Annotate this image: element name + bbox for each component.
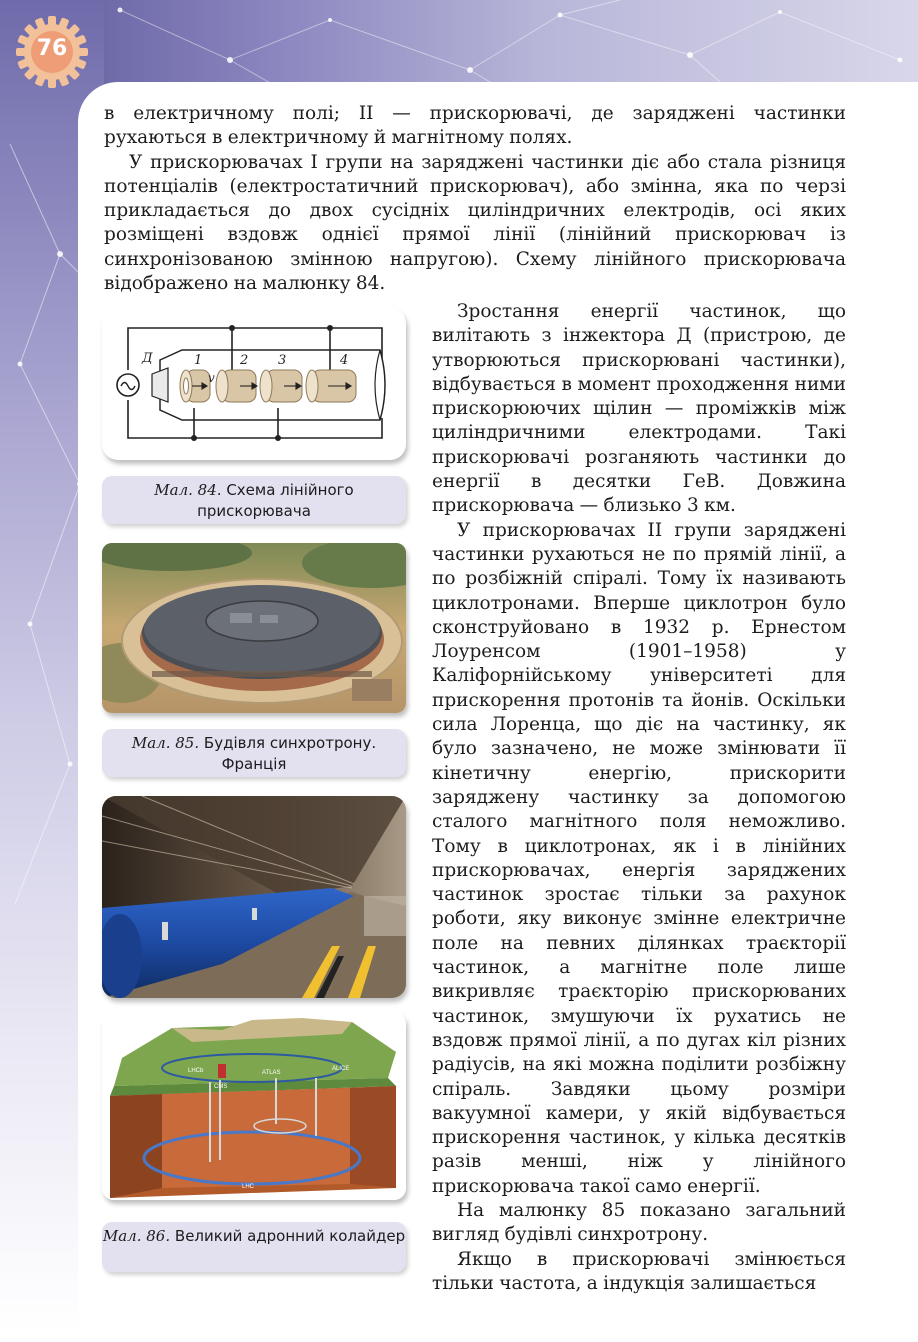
caption-text: Схема лінійного прискорювача <box>197 481 354 520</box>
constellation-decoration <box>0 0 918 104</box>
paragraph: У прискорювачах II групи заряджені частинки рухаються не по прямій лінії, а по розбіжній спіралі. Тому їх називають циклотронами. Вперше циклотрон було сконструйовано в 1932 р. Ернестом Лоуренсом (1901–1958) у Каліфорнійському університеті для прискорення протонів та йонів. Оскільки сила Лоренца, що діє на частинку, як було зазначено, не може змінювати її кінетичну енергію, прискорити заряджену частинку за допомогою сталого магнітного поля неможливо. Тому в циклотронах, як і в лінійних прискорювачах, енергія заряджених частинок зростає тільки за рахунок роботи, яку виконує змінне електричне поле на певних ділянках траєкторії частинок, а магнітне поле лише викривляє траєкторію прискорюваних частинок, змушуючи їх рухатись не вздовж прямої лінії, а по дугах кіл різних радіусів, на які можна поділити розбіжну спіраль. Завдяки цьому розміри вакуумної камери, у якій відбувається прискорення частинок, у кілька десятків разів менші, ніж у лінійного прискорювача такої само енергії. <box>432 519 846 1197</box>
figure-86-lhc-cutaway <box>102 1012 406 1200</box>
label-electrode-1: 1 <box>194 353 203 368</box>
paragraph: У прискорювачах I групи на заряджені частинки діє або стала різниця потенціалів (електростатичний прискорювач), або змінна, яка по черзі прикладається до двох сусідніх циліндричних електродів, осі яких розміщені вздовж однієї прямої лінії (лінійний прискорювач із синхронізованою змінною напругою). Схему лінійного прискорювача відображено на малюнку 84. <box>104 151 846 295</box>
caption-text: Будівля синхротрону. Франція <box>203 734 377 773</box>
paragraph: На малюнку 85 показано загальний вигляд будівлі синхротрону. <box>432 1199 846 1246</box>
map-label-alice: ALICE <box>332 1066 350 1072</box>
side-constellation-decoration <box>0 104 104 1004</box>
page-number: 76 <box>36 36 68 61</box>
paragraph: в електричному полі; II — прискорювачі, де заряджені частинки рухаються в електричному й магнітному полях. <box>104 103 846 149</box>
label-electrode-2: 2 <box>240 353 249 368</box>
label-velocity: v <box>208 371 215 385</box>
text-column-top <box>104 102 846 296</box>
caption-text: Великий адронний колайдер <box>174 1227 406 1245</box>
map-label-atlas: ATLAS <box>262 1070 281 1076</box>
synchrotron-building-image <box>102 543 406 713</box>
caption-label: Мал. 85. <box>131 734 200 752</box>
paragraph: Зростання енергії частинок, що вилітають з інжектора Д (пристрою, де утворюються прискорювані частинки), відбувається в момент проходження ними прискорюючих щілин — проміжків між циліндричними електродами. Такі прискорювачі розганяють частинки до енергії в десятки ГеВ. Довжина прискорювача — близько 3 км. <box>432 301 846 517</box>
map-label-cms: CMS <box>214 1084 228 1090</box>
figure-84-linac-diagram <box>102 308 406 460</box>
caption-label: Мал. 86. <box>102 1227 171 1245</box>
label-injector: Д <box>142 351 153 366</box>
figure-85-synchrotron-photo <box>102 543 406 713</box>
caption-figure-85 <box>102 729 406 777</box>
lhc-tunnel-image <box>102 796 406 998</box>
map-label-lhcb: LHCb <box>188 1068 204 1074</box>
label-electrode-3: 3 <box>278 353 287 368</box>
caption-label: Мал. 84. <box>154 481 222 499</box>
injector-icon <box>152 368 168 402</box>
label-electrode-4: 4 <box>340 353 349 368</box>
lhc-cutaway-image <box>102 1012 406 1200</box>
linac-schematic <box>102 308 406 460</box>
text-column-right <box>432 300 846 1296</box>
paragraph: Якщо в прискорювачі змінюється тільки частота, а індукція залишається <box>432 1248 846 1294</box>
figure-lhc-tunnel-photo <box>102 796 406 998</box>
map-label-lhc: LHC <box>242 1184 255 1190</box>
caption-figure-84 <box>102 476 406 524</box>
caption-figure-86 <box>102 1222 406 1272</box>
